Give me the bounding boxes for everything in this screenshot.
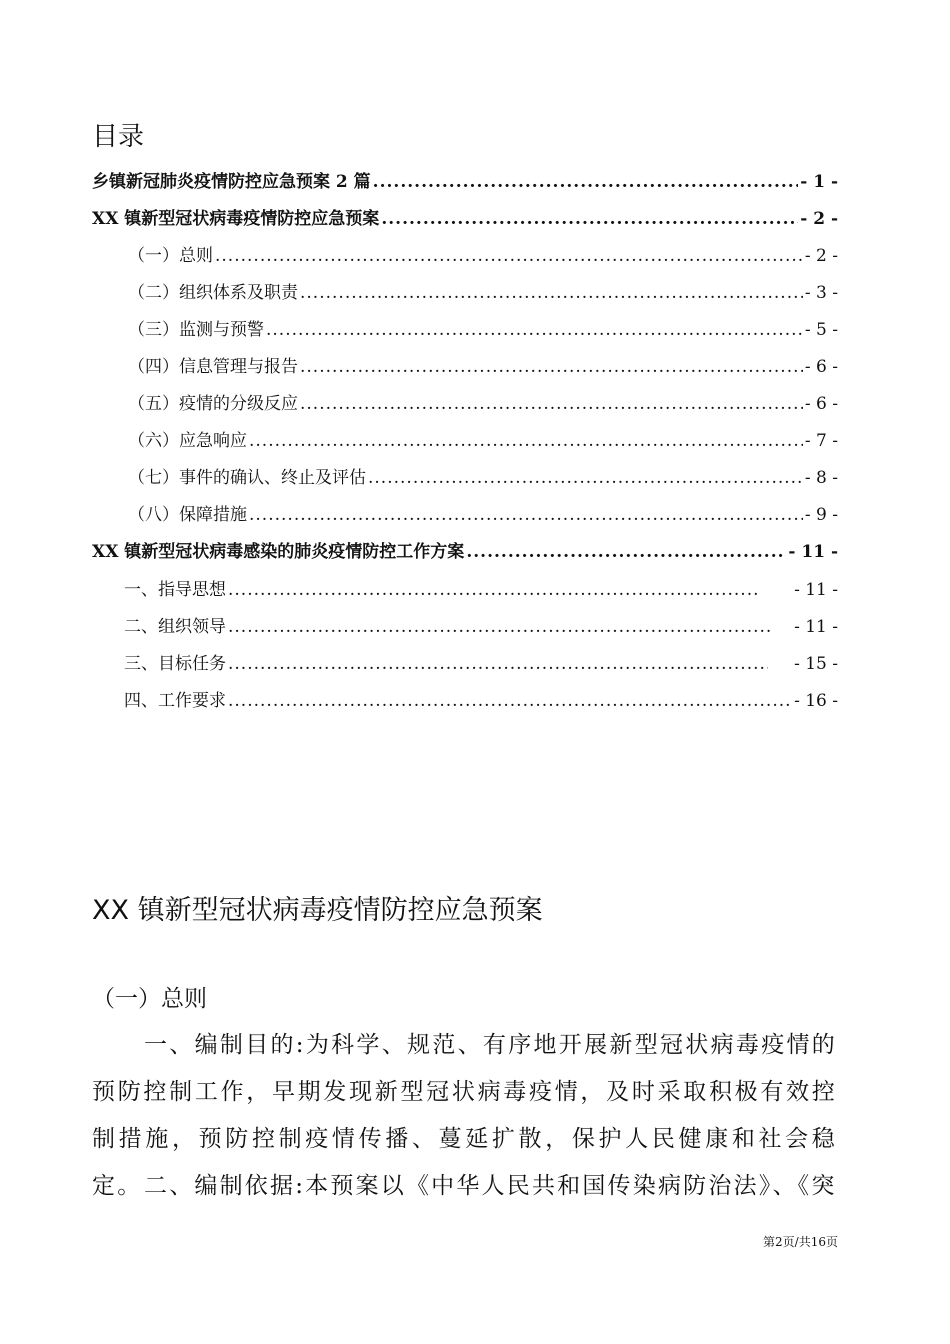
- toc-entry-label: XX 镇新型冠状病毒疫情防控应急预案: [92, 209, 380, 229]
- toc-leader: [381, 205, 798, 233]
- toc-entry[interactable]: [92, 168, 838, 196]
- toc-entry-label: （三）监测与预警: [128, 320, 264, 340]
- toc-entry[interactable]: [128, 501, 838, 529]
- toc-entry-label: （八）保障措施: [128, 505, 247, 525]
- toc-title: 目录: [92, 122, 145, 152]
- body-paragraph: 一、编制目的:为科学、规范、有序地开展新型冠状病毒疫情的预防控制工作，早期发现新型冠状病毒疫情，及时采取积极有效控制措施，预防控制疫情传播、蔓延扩散，保护人民健康和社会稳定。: [92, 1032, 837, 1199]
- toc-entry-page: - 15 -: [794, 654, 838, 674]
- toc-entry[interactable]: [124, 613, 838, 641]
- toc-entry-label: 一、指导思想: [124, 580, 226, 600]
- toc-entry[interactable]: [92, 538, 838, 566]
- toc-entry-page: - 11 -: [794, 580, 838, 600]
- toc-entry[interactable]: [128, 316, 838, 344]
- section-heading: （一）总则: [92, 986, 207, 1012]
- toc-entry[interactable]: [124, 576, 838, 604]
- toc-entry[interactable]: [128, 279, 838, 307]
- toc-leader: [368, 464, 803, 492]
- document-title: XX 镇新型冠状病毒疫情防控应急预案: [92, 895, 543, 926]
- toc-entry[interactable]: [128, 464, 838, 492]
- toc-entry-page: - 9 -: [804, 505, 838, 525]
- toc-entry-page: - 2 -: [804, 246, 838, 266]
- toc-leader: [300, 390, 803, 418]
- toc-leader: [228, 613, 772, 641]
- toc-entry-page: - 16 -: [794, 691, 838, 711]
- toc-entry-page: - 3 -: [804, 283, 838, 303]
- toc-entry-label: （六）应急响应: [128, 431, 247, 451]
- toc-entry[interactable]: [128, 390, 838, 418]
- toc-leader: [300, 279, 803, 307]
- toc-entry-page: - 7 -: [804, 431, 838, 451]
- toc-leader: [300, 353, 803, 381]
- toc-entry-label: XX 镇新型冠状病毒感染的肺炎疫情防控工作方案: [92, 542, 465, 562]
- toc-entry-label: （五）疫情的分级反应: [128, 394, 298, 414]
- toc-leader: [266, 316, 803, 344]
- toc-leader: [228, 576, 760, 604]
- toc-entry[interactable]: [128, 242, 838, 270]
- toc-leader: [466, 538, 786, 566]
- toc-entry-page: - 1 -: [800, 172, 838, 192]
- toc-entry-page: - 6 -: [804, 394, 838, 414]
- toc-entry-label: （二）组织体系及职责: [128, 283, 298, 303]
- toc-entry-label: （一）总则: [128, 246, 213, 266]
- toc-entry-page: - 11 -: [794, 617, 838, 637]
- toc-entry-page: - 11 -: [788, 542, 838, 562]
- toc-leader: [228, 687, 792, 715]
- toc-leader: [215, 242, 803, 270]
- toc-entry-label: 乡镇新冠肺炎疫情防控应急预案 2 篇: [92, 172, 371, 192]
- toc-leader: [228, 650, 768, 678]
- toc-leader: [373, 168, 799, 196]
- page-footer: 第2页/共16页: [763, 1235, 838, 1249]
- body-paragraph: 二、编制依据:本预案以《中华人民共和国传染病防治法》、《突: [144, 1173, 837, 1199]
- toc-entry-page: - 8 -: [804, 468, 838, 488]
- toc-entry-page: - 5 -: [804, 320, 838, 340]
- toc-entry-label: 三、目标任务: [124, 654, 226, 674]
- toc-leader: [249, 427, 803, 455]
- toc-entry-page: - 6 -: [804, 357, 838, 377]
- toc-entry-label: （四）信息管理与报告: [128, 357, 298, 377]
- toc-entry[interactable]: [124, 687, 838, 715]
- toc-entry[interactable]: [92, 205, 838, 233]
- toc-entry-page: - 2 -: [800, 209, 838, 229]
- toc-entry-label: 二、组织领导: [124, 617, 226, 637]
- toc-entry[interactable]: [124, 650, 838, 678]
- toc-entry[interactable]: [128, 427, 838, 455]
- toc-entry[interactable]: [128, 353, 838, 381]
- toc-entry-label: 四、工作要求: [124, 691, 226, 711]
- toc-entry-label: （七）事件的确认、终止及评估: [128, 468, 366, 488]
- toc-leader: [249, 501, 803, 529]
